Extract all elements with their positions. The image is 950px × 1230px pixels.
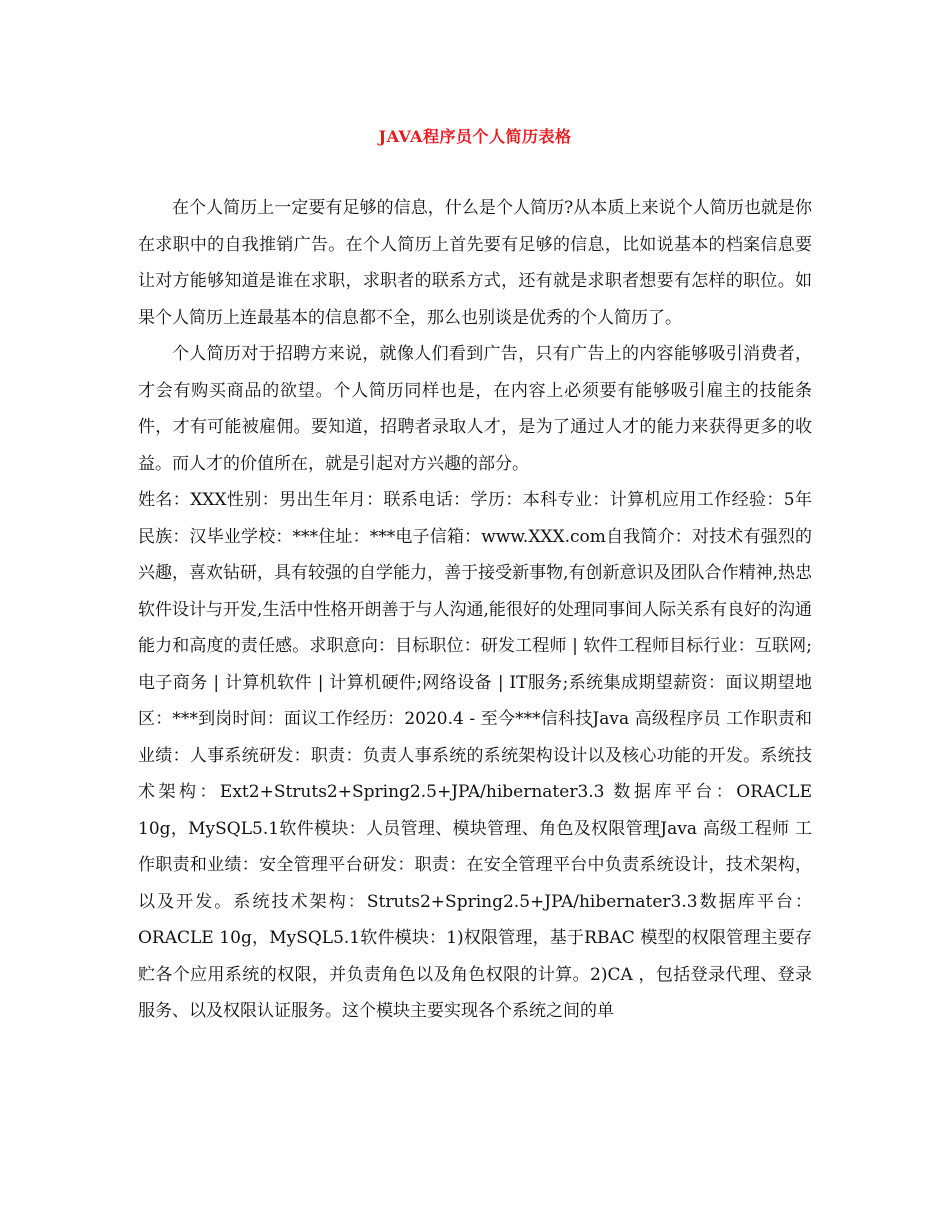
intro-paragraph: 在个人简历上一定要有足够的信息，什么是个人简历?从本质上来说个人简历也就是你在求职中的自我推销广告。在个人简历上首先要有足够的信息，比如说基本的档案信息要让对方能够知道是谁在求职，求职者的联系方式，还有就是求职者想要有怎样的职位。如果个人简历上连最基本的信息都不全，那么也别谈是优秀的个人简历了。 (138, 198, 812, 328)
recruiter-paragraph: 个人简历对于招聘方来说，就像人们看到广告，只有广告上的内容能够吸引消费者，才会有购买商品的欲望。个人简历同样也是，在内容上必须要有能够吸引雇主的技能条件，才有可能被雇佣。要知道，招聘者录取人才，是为了通过人才的能力来获得更多的收益。而人才的价值所在，就是引起对方兴趣的部分。 (138, 344, 812, 474)
resume-details-paragraph: 姓名：XXX性别：男出生年月：联系电话：学历：本科专业：计算机应用工作经验：5年民族：汉毕业学校：***住址：***电子信箱：www.XXX.com自我简介：对技术有强烈的兴趣，喜欢钻研，具有较强的自学能力，善于接受新事物,有创新意识及团队合作精神,热忠软件设计与开发,生活中性格开朗善于与人沟通,能很好的处理同事间人际关系有良好的沟通能力和高度的责任感。求职意向：目标职位：研发工程师 | 软件工程师目标行业：互联网;电子商务 | 计算机软件 | 计算机硬件;网络设备 | IT服务;系统集成期望薪资：面议期望地区：***到岗时间：面议工作经历：2020.4 - 至今***信科技Java 高级程序员 工作职责和业绩：人事系统研发：职责：负责人事系统的系统架构设计以及核心功能的开发。系统技术架构：Ext2+Struts2+Spring2.5+JPA/hibernater3.3 数据库平台：ORACLE 10g，MySQL5.1软件模块：人员管理、模块管理、角色及权限管理Java 高级工程师 工作职责和业绩：安全管理平台研发：职责：在安全管理平台中负责系统设计，技术架构，以及开发。系统技术架构：Struts2+Spring2.5+JPA/hibernater3.3数据库平台：ORACLE 10g，MySQL5.1软件模块：1)权限管理，基于RBAC 模型的权限管理主要存贮各个应用系统的权限，并负责角色以及角色权限的计算。2)CA ，包括登录代理、登录服务、以及权限认证服务。这个模块主要实现各个系统之间的单 (138, 490, 812, 1021)
document-body (138, 190, 812, 1030)
document-title: JAVA程序员个人简历表格 (378, 127, 572, 146)
